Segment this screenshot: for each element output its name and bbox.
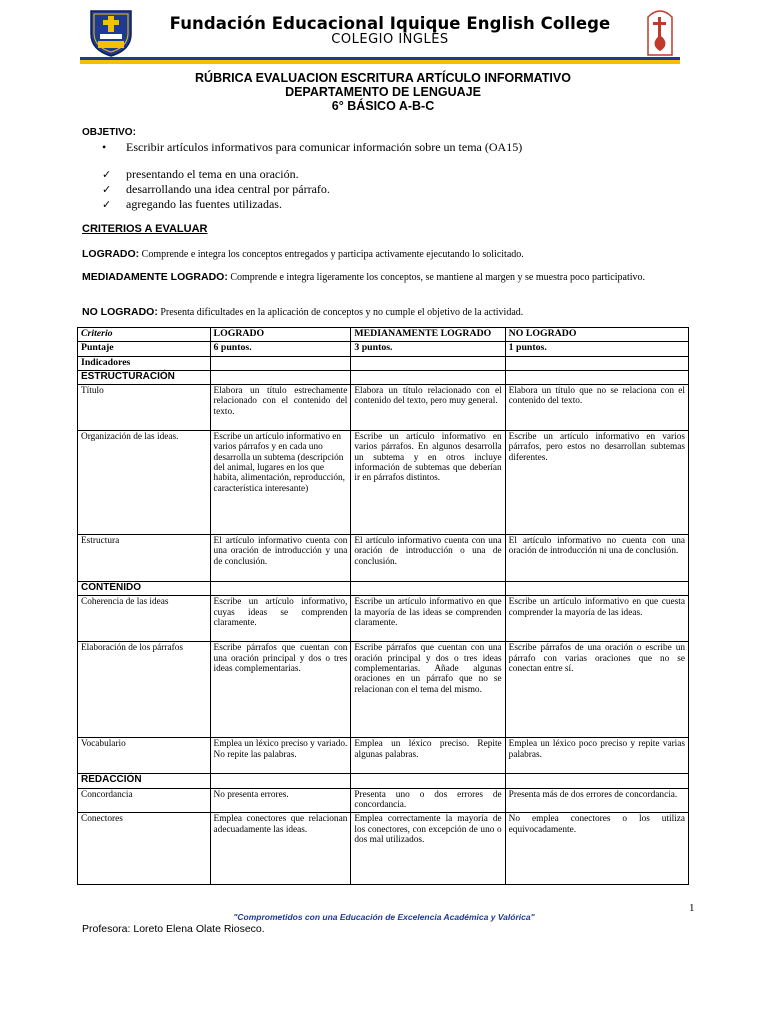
table-cell: El artículo informativo cuenta con una oración de introducción o una de conclusión.	[351, 535, 505, 582]
objetivo-bullet-text: Escribir artículos informativos para comunicar información sobre un tema (OA15)	[126, 140, 523, 154]
section-title: ESTRUCTURACIÓN	[78, 370, 211, 384]
criterio-logrado	[82, 248, 694, 261]
table-row	[78, 431, 689, 535]
table-row	[78, 788, 689, 813]
section-title: REDACCIÓN	[78, 774, 211, 788]
table-row	[78, 535, 689, 582]
title-line-2: DEPARTAMENTO DE LENGUAJE	[285, 85, 481, 99]
table-header-row	[78, 328, 689, 342]
table-row	[78, 596, 689, 642]
puntaje-row	[78, 342, 689, 356]
table-cell: El artículo informativo no cuenta con una oración de introducción ni una de conclusión.	[505, 535, 688, 582]
table-cell: Emplea un léxico poco preciso y repite varias palabras.	[505, 738, 688, 774]
table-cell: Escribe párrafos que cuentan con una oración principal y dos o tres ideas complementarias.	[210, 642, 351, 738]
table-cell: No presenta errores.	[210, 788, 351, 813]
section-row	[78, 370, 689, 384]
table-cell: Emplea un léxico preciso y variado. No repite las palabras.	[210, 738, 351, 774]
criterio-medio	[82, 271, 694, 284]
table-row	[78, 385, 689, 431]
no-logrado-label: NO LOGRADO:	[82, 306, 158, 318]
table-cell: No emplea conectores o los utiliza equivocadamente.	[505, 813, 688, 885]
table-cell: Estructura	[78, 535, 211, 582]
indicadores-cell: Indicadores	[78, 356, 211, 370]
school-subtitle: COLEGIO INGLÉS	[331, 32, 449, 47]
table-cell: Escribe un artículo informativo en que cuesta comprender la mayoría de las ideas.	[505, 596, 688, 642]
church-emblem-icon	[645, 7, 675, 57]
check-item: ✓ agregando las fuentes utilizadas.	[102, 197, 282, 211]
table-cell: Escribe un artículo informativo en varios párrafos, pero estos no desarrollan subtemas diferentes.	[505, 431, 688, 535]
table-cell: Escribe párrafos que cuentan con una oración principal y dos o tres ideas complementarias. Añade algunas oraciones en un párrafo que no se relacionan con el tema del mismo.	[351, 642, 505, 738]
document-header	[0, 0, 768, 66]
table-cell: Conectores	[78, 813, 211, 885]
table-cell: Título	[78, 385, 211, 431]
school-name: Fundación Educacional Iquique English College	[169, 14, 611, 33]
page-number: 1	[689, 902, 695, 914]
table-cell: Vocabulario	[78, 738, 211, 774]
table-cell: Escribe un artículo informativo en que la mayoría de las ideas se comprenden claramente.	[351, 596, 505, 642]
table-cell: Emplea un léxico preciso. Repite algunas palabras.	[351, 738, 505, 774]
indicadores-row	[78, 356, 689, 370]
table-row	[78, 813, 689, 885]
section-title: CONTENIDO	[78, 582, 211, 596]
table-cell: Presenta uno o dos errores de concordancia.	[351, 788, 505, 813]
title-line-1: RÚBRICA EVALUACION ESCRITURA ARTÍCULO INFORMATIVO	[195, 71, 571, 85]
table-cell: Emplea correctamente la mayoría de los conectores, con excepción de uno o dos mal utilizados.	[351, 813, 505, 885]
header-cell: Criterio	[78, 328, 211, 342]
checkmark-icon: ✓	[102, 183, 112, 196]
objetivo-checklist	[102, 167, 330, 212]
table-cell: Escribe un artículo informativo en varios párrafos. En algunos desarrolla un subtema y en otros incluye información de subtemas que deberían ir en párrafos distintos.	[351, 431, 505, 535]
bullet-icon: •	[102, 140, 107, 154]
table-cell: Coherencia de las ideas	[78, 596, 211, 642]
title-line-3: 6° BÁSICO A-B-C	[331, 99, 435, 113]
puntaje-cell: 6 puntos.	[210, 342, 351, 356]
header-cell: NO LOGRADO	[505, 328, 688, 342]
teacher-name: Profesora: Loreto Elena Olate Rioseco.	[82, 923, 265, 935]
table-cell: El artículo informativo cuenta con una oración de introducción y una de conclusión.	[210, 535, 351, 582]
criterios-heading: CRITERIOS A EVALUAR	[82, 223, 208, 235]
objetivo-label: OBJETIVO:	[82, 127, 136, 138]
puntaje-cell: Puntaje	[78, 342, 211, 356]
no-logrado-text: Presenta dificultades en la aplicación de conceptos y no cumple el objetivo de la actividad.	[160, 307, 524, 318]
school-crest-icon	[88, 8, 134, 58]
rubric-table	[77, 327, 689, 885]
medio-text: Comprende e integra ligeramente los conceptos, se mantiene al margen y se muestra poco participativo.	[230, 272, 646, 283]
checkmark-icon: ✓	[102, 168, 112, 181]
table-cell: Organización de las ideas.	[78, 431, 211, 535]
table-cell: Elabora un título que no se relaciona con el contenido del texto.	[505, 385, 688, 431]
puntaje-cell: 1 puntos.	[505, 342, 688, 356]
document-title	[78, 71, 688, 113]
table-row	[78, 642, 689, 738]
section-row	[78, 774, 689, 788]
criterio-no-logrado	[82, 306, 694, 319]
table-cell: Escribe un artículo informativo, cuyas ideas se comprenden claramente.	[210, 596, 351, 642]
table-cell: Elaboración de los párrafos	[78, 642, 211, 738]
checkmark-icon: ✓	[102, 198, 112, 211]
check-item: ✓ desarrollando una idea central por párrafo.	[102, 182, 330, 196]
table-cell: Elabora un título estrechamente relacionado con el contenido del texto.	[210, 385, 351, 431]
table-cell: Emplea conectores que relacionan adecuadamente las ideas.	[210, 813, 351, 885]
header-cell: MEDIANAMENTE LOGRADO	[351, 328, 505, 342]
medio-label: MEDIADAMENTE LOGRADO:	[82, 271, 228, 283]
footer-motto: "Comprometidos con una Educación de Excelencia Académica y Valórica"	[233, 912, 535, 922]
header-rule-yellow	[80, 60, 680, 64]
table-cell: Concordancia	[78, 788, 211, 813]
objetivo-bullet	[102, 140, 522, 155]
logrado-text: Comprende e integra los conceptos entregados y participa activamente ejecutando lo solicitado.	[141, 249, 524, 260]
table-cell: Presenta más de dos errores de concordancia.	[505, 788, 688, 813]
table-cell: Escribe párrafos de una oración o escribe un párrafo con varias oraciones que no se conectan entre sí.	[505, 642, 688, 738]
table-cell: Elabora un título relacionado con el contenido del texto, pero muy general.	[351, 385, 505, 431]
puntaje-cell: 3 puntos.	[351, 342, 505, 356]
logrado-label: LOGRADO:	[82, 248, 140, 260]
section-row	[78, 582, 689, 596]
table-cell: Escribe un artículo informativo en varios párrafos y en cada uno desarrolla un subtema (descripción del animal, lugares en los que habita, alimentación, reproducción, característica interesante)	[210, 431, 351, 535]
check-item: ✓ presentando el tema en una oración.	[102, 167, 299, 181]
header-cell: LOGRADO	[210, 328, 351, 342]
table-row	[78, 738, 689, 774]
